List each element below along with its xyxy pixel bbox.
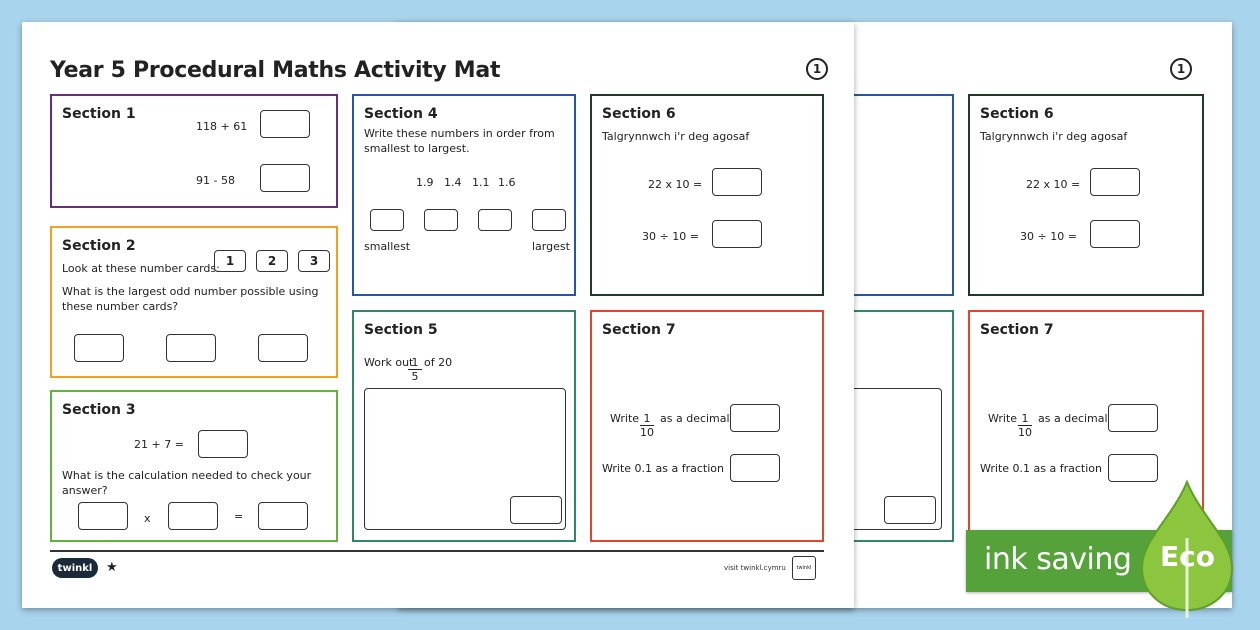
back-section-6-title: Section 6 <box>980 106 1054 122</box>
section-6 <box>590 94 824 296</box>
page-number-badge: 1 <box>1170 58 1192 80</box>
twinkl-logo: twinkl <box>52 558 98 578</box>
sec1-answer-1[interactable] <box>260 110 310 138</box>
sec7-frac-den: 10 <box>640 426 654 439</box>
sec4-number-1: 1.9 <box>416 176 434 189</box>
back-sec7-frac-den: 10 <box>1018 426 1032 439</box>
back-sec6-answer-2[interactable] <box>1090 220 1140 248</box>
sec3-calc: 21 + 7 = <box>134 438 184 451</box>
sec3-box-3[interactable] <box>258 502 308 530</box>
section-7 <box>590 310 824 542</box>
section-2-title: Section 2 <box>62 238 136 254</box>
sec4-order-box-4[interactable] <box>532 209 566 231</box>
back-sec6-answer-1[interactable] <box>1090 168 1140 196</box>
section-1-title: Section 1 <box>62 106 136 122</box>
back-sec7-fraction-line: Write 0.1 as a fraction <box>980 462 1102 475</box>
section-3 <box>50 390 338 542</box>
sec7-fraction <box>640 412 654 439</box>
sec1-calc-2: 91 - 58 <box>196 174 235 187</box>
sec3-box-2[interactable] <box>168 502 218 530</box>
sec2-digit-box-3[interactable] <box>258 334 308 362</box>
footer-website: visit twinkl.cymru <box>724 564 786 572</box>
sec6-answer-1[interactable] <box>712 168 762 196</box>
sec7-as-decimal: as a decimal <box>660 412 730 425</box>
sec5-frac-den: 5 <box>411 370 419 383</box>
sec2-prompt: Look at these number cards: <box>62 262 220 275</box>
section-5-title: Section 5 <box>364 322 438 338</box>
back-sec6-calc2: 30 ÷ 10 = <box>1020 230 1077 243</box>
sec5-fraction <box>408 356 422 383</box>
section-3-title: Section 3 <box>62 402 136 418</box>
sec7-answer-1[interactable] <box>730 404 780 432</box>
sec4-largest-label: largest <box>532 240 570 253</box>
sec4-number-3: 1.1 <box>472 176 490 189</box>
page-title: Year 5 Procedural Maths Activity Mat <box>50 58 501 83</box>
sec3-box-1[interactable] <box>78 502 128 530</box>
sec4-order-box-1[interactable] <box>370 209 404 231</box>
quality-badge: twinkl <box>792 556 816 580</box>
section-2 <box>50 226 338 378</box>
back-sec7-answer-1[interactable] <box>1108 404 1158 432</box>
number-card-3: 3 <box>298 250 330 272</box>
sec6-calc-2: 30 ÷ 10 = <box>642 230 699 243</box>
sec4-order-box-2[interactable] <box>424 209 458 231</box>
sec5-of-text: of 20 <box>424 356 453 369</box>
eco-label: Eco <box>1160 540 1215 573</box>
number-card-1: 1 <box>214 250 246 272</box>
section-4-title: Section 4 <box>364 106 438 122</box>
sec6-calc-1: 22 x 10 = <box>648 178 703 191</box>
back-sec5-answer[interactable] <box>884 496 936 524</box>
sec7-frac-num: 1 <box>640 412 654 426</box>
front-sheet <box>22 22 854 608</box>
sec3-question: What is the calculation needed to check your answer? <box>62 469 312 497</box>
back-sec6-calc1: 22 x 10 = <box>1026 178 1081 191</box>
sec6-answer-2[interactable] <box>712 220 762 248</box>
sec3-equals-sign: = <box>234 510 244 523</box>
section-6-title: Section 6 <box>602 106 676 122</box>
sec3-answer[interactable] <box>198 430 248 458</box>
back-sec7-write: Write <box>988 412 1018 425</box>
sec6-instruction: Talgrynnwch i'r deg agosaf <box>602 130 750 143</box>
back-sec6-instruction: Talgrynnwch i'r deg agosaf <box>980 130 1128 143</box>
number-card-2: 2 <box>256 250 288 272</box>
sec3-times-sign: x <box>144 512 151 525</box>
sec7-answer-2[interactable] <box>730 454 780 482</box>
sec5-answer[interactable] <box>510 496 562 524</box>
sec2-digit-box-1[interactable] <box>74 334 124 362</box>
sec7-write: Write <box>610 412 640 425</box>
sec2-question: What is the largest odd number possible using these number cards? <box>62 285 319 313</box>
back-section-6 <box>968 94 1204 296</box>
back-sec7-fraction <box>1018 412 1032 439</box>
section-5 <box>352 310 576 542</box>
back-section-7-title: Section 7 <box>980 322 1054 338</box>
sec4-number-4: 1.6 <box>498 176 516 189</box>
sec5-frac-num: 1 <box>408 356 422 370</box>
star-icon: ★ <box>106 560 118 575</box>
back-sec7-as-decimal: as a decimal <box>1038 412 1108 425</box>
sec4-number-2: 1.4 <box>444 176 462 189</box>
section-7-title: Section 7 <box>602 322 676 338</box>
back-sec7-frac-num: 1 <box>1018 412 1032 426</box>
page-number-badge: 1 <box>806 58 828 80</box>
sec7-fraction-line: Write 0.1 as a fraction <box>602 462 724 475</box>
section-4 <box>352 94 576 296</box>
sec5-work-out: Work out <box>364 356 414 369</box>
sec2-digit-box-2[interactable] <box>166 334 216 362</box>
footer-divider <box>50 550 824 552</box>
ink-saving-text: ink saving <box>984 542 1132 577</box>
sec4-smallest-label: smallest <box>364 240 411 253</box>
section-1 <box>50 94 338 208</box>
sec1-answer-2[interactable] <box>260 164 310 192</box>
sec4-order-box-3[interactable] <box>478 209 512 231</box>
sec4-instruction: Write these numbers in order from smallest to largest. <box>364 127 555 155</box>
sec1-calc-1: 118 + 61 <box>196 120 248 133</box>
